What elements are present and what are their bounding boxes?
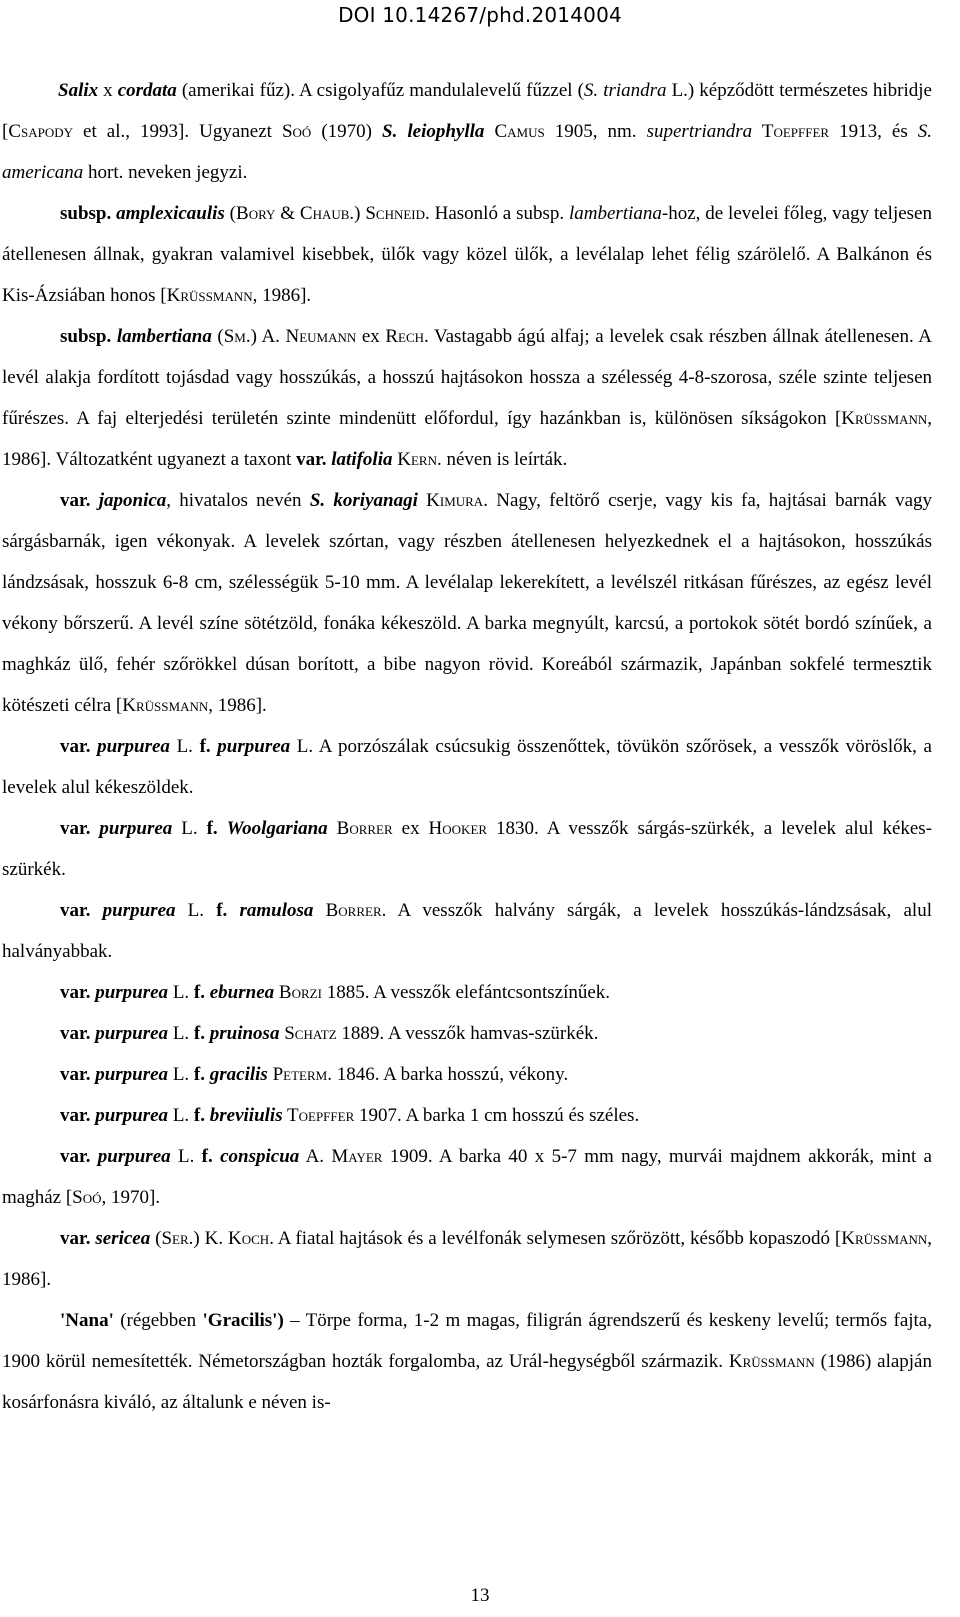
text-run: L. xyxy=(168,1023,194,1044)
text-run: .) A. N xyxy=(245,326,300,347)
text-run: 'Nana' xyxy=(60,1310,114,1331)
text-run: f. xyxy=(216,900,240,921)
text-run: ory xyxy=(248,203,276,224)
text-run: ech xyxy=(398,326,425,347)
text-run: var. xyxy=(60,1064,96,1085)
text-run: chatz xyxy=(294,1023,337,1044)
text-run: amus xyxy=(507,121,545,142)
text-run: ern xyxy=(410,449,437,470)
text-run: ex R xyxy=(356,326,399,347)
text-run: Salix xyxy=(58,80,99,101)
text-run: S. triandra xyxy=(583,80,667,101)
text-run: L. xyxy=(168,1105,194,1126)
paragraph xyxy=(2,890,932,972)
text-run: 1889. A vesszők hamvas-szürkék. xyxy=(336,1023,599,1044)
text-run: purpurea xyxy=(102,900,176,921)
paragraph xyxy=(2,1218,932,1300)
text-run: -hoz, de levelei főleg, vagy teljesen átellenesen állnak, gyakran valamivel kisebbek, ülők vagy közel ülők, a levélalap lehet félig szárölelő. A Balkánon és Kis-Ázsiában honos [K xyxy=(2,203,932,306)
text-run: f. xyxy=(201,1146,221,1167)
text-run: L. xyxy=(168,1064,194,1085)
text-run: (amerikai fűz). A csigolyafűz mandulalevelű fűzzel ( xyxy=(176,80,584,101)
text-run: er xyxy=(172,1228,189,1249)
text-run: , 1986]. Változatként ugyanezt a taxont xyxy=(2,408,932,470)
text-run: (B xyxy=(224,203,249,224)
doi-header: DOI 10.14267/phd.2014004 xyxy=(338,3,622,27)
text-run: purpurea xyxy=(99,818,173,839)
paragraph xyxy=(2,726,932,808)
paragraph xyxy=(2,972,932,1013)
text-run: , 1970]. xyxy=(101,1187,161,1208)
text-run: (S xyxy=(211,326,235,347)
text-run: . A fiatal hajtások és a levélfonák selymesen szőrözött, később kopaszodó [K xyxy=(269,1228,855,1249)
paragraph xyxy=(2,1300,932,1423)
text-run: L. xyxy=(170,1146,202,1167)
text-run: ex H xyxy=(392,818,443,839)
text-run: haub xyxy=(312,203,350,224)
text-run: f. xyxy=(193,1023,210,1044)
text-run: Woolgariana xyxy=(226,818,328,839)
text-run: rüssmann xyxy=(180,285,253,306)
text-run: , hivatalos nevén xyxy=(166,490,310,511)
text-run: purpurea xyxy=(95,1105,169,1126)
text-run: och xyxy=(241,1228,270,1249)
text-run: f. xyxy=(193,1105,210,1126)
paragraph xyxy=(2,70,932,193)
text-run: var. xyxy=(60,490,99,511)
text-run: var. xyxy=(60,900,103,921)
text-run: sapody xyxy=(21,121,74,142)
text-run: L. xyxy=(169,736,200,757)
text-run: C xyxy=(484,121,508,142)
text-run: purpurea xyxy=(95,1064,169,1085)
text-run: , 1986]. xyxy=(252,285,312,306)
text-run: S. americana xyxy=(2,121,933,183)
text-run: var. xyxy=(60,736,98,757)
paragraph xyxy=(2,1136,932,1218)
text-run: . Nagy, feltörő cserje, vagy kis fa, hajtásai barnák vagy sárgásbarnák, igen vékonyak. A levelek szórtan, vagy részben átellenesen helyezkednek el a hajtásokon, hosszúkás lándzsásak, hosszuk 6-8 cm, szélességük 5-10 mm. A levélalap lekerekített, a levélszél ritkásan fűrészes, az egész levél vékony bőrszerű. A levél színe sötétzöld, fonáka kékeszöld. A barka megnyúlt, karcsú, a portokok sötét bordó színűek, a maghkáz ülő, fehér szőrökkel dúsan borított, a bibe nagyon rövid. Koreából származik, Japánban sokfelé termesztik kötészeti célra [K xyxy=(2,490,932,716)
text-run: 1905, nm. xyxy=(544,121,647,142)
text-run: var. xyxy=(60,1146,98,1167)
text-run: cordata xyxy=(117,80,177,101)
text-run: lambertiana xyxy=(569,203,662,224)
text-run: (1986) alapján kosárfonásra kiváló, az általunk e néven is- xyxy=(2,1351,932,1413)
text-run: rüssmann xyxy=(855,408,928,429)
text-run: rüssmann xyxy=(854,1228,928,1249)
text-run: (régebben xyxy=(113,1310,203,1331)
text-run: orzi xyxy=(291,982,322,1003)
document-body xyxy=(2,70,932,1423)
text-run: L. xyxy=(168,982,194,1003)
text-run: . Hasonló a subsp. xyxy=(425,203,569,224)
text-run: . Vastagabb ágú alfaj; a levelek csak részben állnak átellenesen. A levél alakja fordított tojásdad vagy hosszúkás, a hosszú hajtásokon hossza a szélesség 4-8-szorosa, széle szinte teljesen fűrészes. A faj elterjedési területén szinte mindenütt előfordul, így hazánkban is, különösen síkságokon [K xyxy=(2,326,932,429)
text-run: A. M xyxy=(299,1146,349,1167)
text-run: (1970) xyxy=(311,121,383,142)
paragraph xyxy=(2,1095,932,1136)
text-run: 1830. A vesszők sárgás-szürkék, a levelek alul kékes-szürkék. xyxy=(2,818,933,880)
paragraph xyxy=(2,808,932,890)
text-run: ayer xyxy=(348,1146,383,1167)
text-run: amplexicaulis xyxy=(116,203,225,224)
text-run: S. leiophylla xyxy=(382,121,485,142)
text-run: pruinosa xyxy=(209,1023,280,1044)
text-run: eburnea xyxy=(209,982,275,1003)
text-run: .) K. K xyxy=(188,1228,242,1249)
text-run: var. xyxy=(60,1105,96,1126)
text-run: var. xyxy=(60,818,100,839)
page-number: 13 xyxy=(470,1585,490,1606)
text-run: sericea xyxy=(95,1228,151,1249)
text-run: K xyxy=(392,449,411,470)
text-run: imura xyxy=(439,490,484,511)
text-run: ramulosa xyxy=(239,900,314,921)
text-run: japonica xyxy=(98,490,167,511)
text-run: oepffer xyxy=(773,121,830,142)
text-run: K xyxy=(417,490,440,511)
text-run: f. xyxy=(206,818,227,839)
text-run: 1885. A vesszők elefántcsontszínűek. xyxy=(321,982,611,1003)
text-run: 1907. A barka 1 cm hosszú és széles. xyxy=(354,1105,640,1126)
text-run: S xyxy=(279,1023,295,1044)
text-run: purpurea xyxy=(97,736,170,757)
text-run: B xyxy=(327,818,350,839)
text-run: supertriandra xyxy=(646,121,753,142)
text-run: oó xyxy=(82,1187,102,1208)
text-run: subsp. xyxy=(60,326,117,347)
text-run: & C xyxy=(275,203,313,224)
text-run: var. xyxy=(60,1023,96,1044)
text-run: purpurea xyxy=(95,982,169,1003)
text-run: conspicua xyxy=(220,1146,300,1167)
text-run: L. xyxy=(175,900,217,921)
text-run: var. xyxy=(296,449,332,470)
text-run: L. xyxy=(172,818,207,839)
text-run: T xyxy=(282,1105,299,1126)
text-run: eumann xyxy=(299,326,357,347)
paragraph xyxy=(2,316,932,480)
paragraph xyxy=(2,1013,932,1054)
text-run: T xyxy=(752,121,774,142)
text-run: ooker xyxy=(442,818,488,839)
text-run: chneid xyxy=(375,203,426,224)
text-run: purpurea xyxy=(217,736,291,757)
text-run: orrer xyxy=(349,818,393,839)
text-run: purpurea xyxy=(97,1146,171,1167)
text-run: . néven is leírták. xyxy=(436,449,568,470)
text-run: var. xyxy=(60,1228,96,1249)
text-run: breviiulis xyxy=(209,1105,283,1126)
text-run: L. A porzószálak csúcsukig összenőttek, tövükön szőrösek, a vesszők vöröslők, a levelek alul kékeszöldek. xyxy=(2,736,932,798)
text-run: f. xyxy=(199,736,218,757)
text-run: 1913, és xyxy=(829,121,918,142)
text-run: x xyxy=(98,80,118,101)
text-run: oepffer xyxy=(298,1105,355,1126)
text-run: lambertiana xyxy=(116,326,212,347)
text-run: rüssmann xyxy=(742,1351,815,1372)
text-run: – Törpe forma, 1-2 m magas, filigrán ágrendszerű és keskeny levelű; termős fajta, 1900 körül nemesítették. Németországban hozták forgalomba, az Urál-hegységből származik. K xyxy=(2,1310,932,1372)
text-run: m xyxy=(234,326,246,347)
text-run: P xyxy=(267,1064,284,1085)
text-run: B xyxy=(313,900,339,921)
text-run: (S xyxy=(150,1228,173,1249)
text-run: f. xyxy=(193,982,210,1003)
text-run: orrer xyxy=(338,900,382,921)
text-run: f. xyxy=(193,1064,210,1085)
text-run: L.) képződött természetes hibridje [C xyxy=(2,80,932,142)
paragraph xyxy=(2,480,932,726)
text-run: latifolia xyxy=(331,449,393,470)
text-run: oó xyxy=(292,121,312,142)
text-run: eterm xyxy=(283,1064,328,1085)
text-run: hort. neveken jegyzi. xyxy=(83,162,248,183)
text-run: gracilis xyxy=(209,1064,268,1085)
paragraph xyxy=(2,193,932,316)
text-run: S. koriyanagi xyxy=(309,490,418,511)
text-run: , 1986]. xyxy=(208,695,267,716)
text-run: 'Gracilis') xyxy=(202,1310,284,1331)
text-run: rüssmann xyxy=(135,695,209,716)
text-run: subsp. xyxy=(60,203,117,224)
text-run: 1909. A barka 40 x 5-7 mm nagy, murvái majdnem akkorák, mint a magház [S xyxy=(2,1146,932,1208)
text-run: purpurea xyxy=(95,1023,169,1044)
text-run: , 1986]. xyxy=(2,1228,932,1290)
text-run: . 1846. A barka hosszú, vékony. xyxy=(327,1064,569,1085)
text-run: . A vesszők halvány sárgák, a levelek hosszúkás-lándzsásak, alul halványabbak. xyxy=(2,900,932,962)
paragraph xyxy=(2,1054,932,1095)
text-run: var. xyxy=(60,982,96,1003)
text-run: B xyxy=(274,982,292,1003)
text-run: .) S xyxy=(349,203,376,224)
text-run: et al., 1993]. Ugyanezt S xyxy=(73,121,293,142)
